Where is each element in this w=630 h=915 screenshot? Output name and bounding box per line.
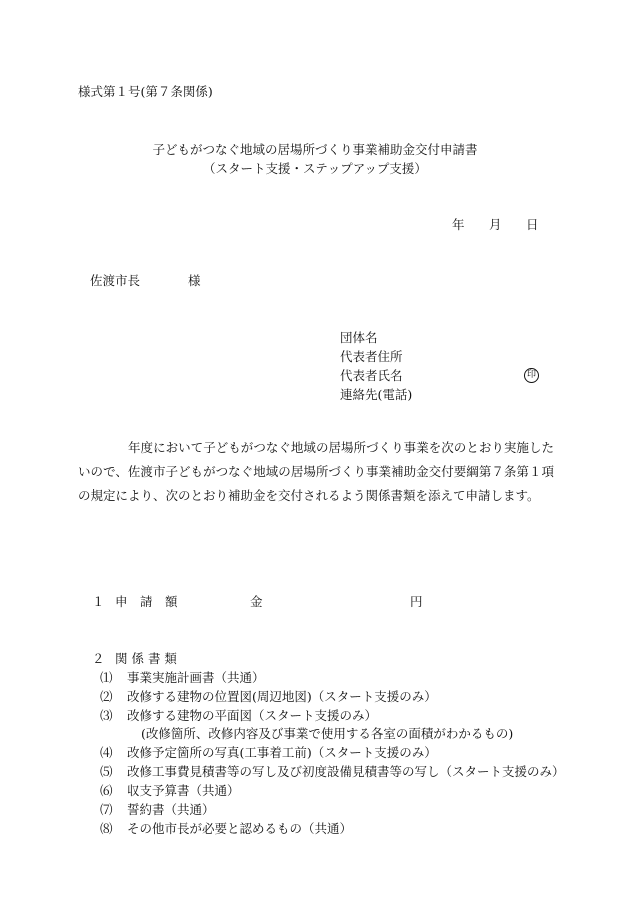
section2-label: 関 係 書 類: [115, 651, 177, 666]
date-year: 年: [452, 217, 465, 232]
document-title: 子どもがつなぐ地域の居場所づくり事業補助金交付申請書: [152, 142, 478, 157]
list-item: ⑴ 事業実施計画書（共通）: [100, 670, 265, 685]
section1-number: １: [92, 594, 105, 609]
amount-kin: 金: [250, 594, 263, 609]
applicant-rep-name-label: 代表者氏名: [340, 368, 403, 383]
applicant-address-label: 代表者住所: [340, 349, 403, 364]
list-item: ⑸ 改修工事費見積書等の写し及び初度設備見積書等の写し（スタート支援のみ）: [100, 764, 565, 779]
application-statement: [78, 436, 554, 508]
seal-icon: 印: [524, 368, 539, 383]
list-item: ⑻ その他市長が必要と認めるもの（共通）: [100, 821, 353, 836]
list-item: ⑶ 改修する建物の平面図（スタート支援のみ）: [100, 708, 378, 723]
addressee-name: 佐渡市長: [90, 273, 141, 288]
list-item: ⑹ 収支予算書（共通）: [100, 783, 240, 798]
section1-label: 申 請 額: [115, 594, 178, 609]
applicant-org-label: 団体名: [340, 330, 378, 345]
date-month: 月: [489, 217, 502, 232]
list-item: ⑵ 改修する建物の位置図(周辺地図)（スタート支援のみ）: [100, 689, 437, 704]
document-subtitle: （スタート支援・ステップアップ支援）: [203, 161, 427, 176]
section2-number: ２: [92, 651, 105, 666]
application-statement-text: 年度において子どもがつなぐ地域の居場所づくり事業を次のとおり実施したいので、佐渡市子どもがつなぐ地域の居場所づくり事業補助金交付要綱第７条第１項の規定により、次のとおり補助金を交付されるよう関係書類を添えて申請します。: [78, 440, 554, 503]
list-item: ⑷ 改修予定箇所の写真(工事着工前)（スタート支援のみ）: [100, 745, 437, 760]
list-item-note: (改修箇所、改修内容及び事業で使用する各室の面積がわかるもの): [141, 726, 514, 741]
applicant-contact-label: 連絡先(電話): [340, 387, 413, 402]
form-number: 様式第１号(第７条関係): [78, 84, 213, 99]
date-day: 日: [526, 217, 539, 232]
amount-yen: 円: [410, 594, 423, 609]
addressee-honorific: 様: [188, 273, 201, 288]
list-item: ⑺ 誓約書（共通）: [100, 802, 215, 817]
